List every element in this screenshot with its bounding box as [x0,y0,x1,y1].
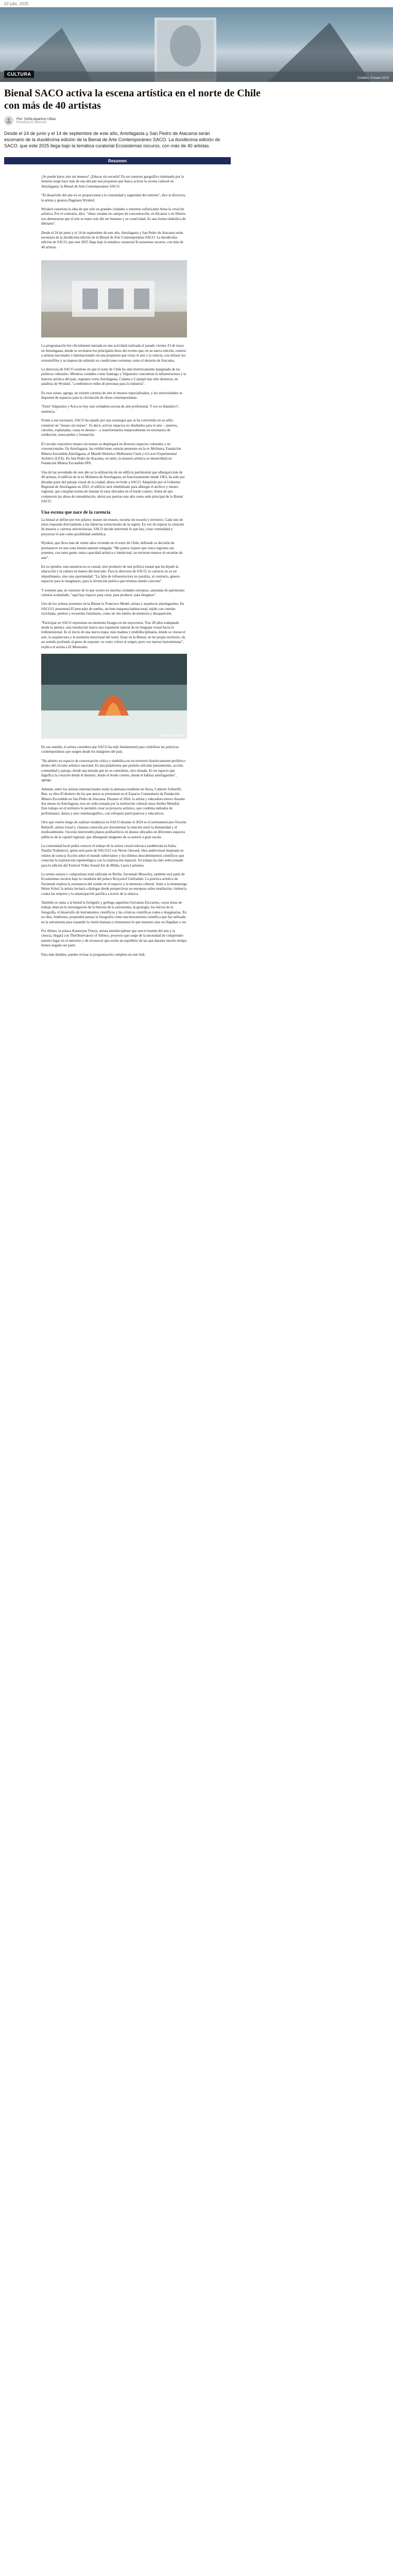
paragraph: En esas zonas, agrega, no existen carreras de arte ni museos especializados, y las universidades se disponen de espacios para la circulación de obras contemporáneas. [41,391,183,400]
paragraph: La directora de SACO sostiene en qué el norte de Chile ha sido históricamente marginado de las políticas culturales. Mientras ciudades como Santiago y Valparaíso concentran la infraestructura y la historia artística del país, regiones como Antofagasta, Calama o Copiapó han sido desiertos, en palabras de Wyskiel, "a embrutecer miles de personas para la industria". [41,367,186,386]
paragraph: Además, entre los artistas internacionales están la alemana residente en Suiza, Catherie Schlaefli; Ben, su obra El desierto de los que ansos se presentará en el Espacio Comunitario de Fundación Minera Escondida en San Pedro de Atacama. Durante el 2024, la artista y educadora estuvo durante dos meses en Antofagasta, tras ser seleccionada por la institución cultural suiza Atelier Mondial. Este trabajo en el territorio le permitió crear su proyecto artístico, que combina métodos de performance, danza y arte cinematográfico, con enfoques participativos y educativos. [41,787,185,816]
author-name[interactable]: Por: Sofía Aparicio Ulloa [16,117,56,121]
article-body-final [41,745,187,957]
paragraph: ¿Se puede hacer arte sin museos? ¿Educar sin escuela? En un contexto geográfico dominado por la minería surge hace más de una década una propuesta que busca activar la escena cultural en Antofagasta: la Bienal de Arte Contemporáneo SACO. [41,175,184,189]
top-bar [0,0,393,7]
hero-illustration [0,7,393,82]
paragraph: "Participar en SACO representa un momento bisagra en mi trayectoria. Tras 28 años trabajando desde la pintura, esta instalación marca una expansión natural de mi lenguaje visual hacia lo tridimensional. Es el inicio de una nueva etapa, más madura y multidisciplinaria, donde se cruzan el arte, la arquitectura y la memoria emocional del norte. Estar en la Bienal, en mi propio territorio, da un sentido profundo al gesto de exponer: es como volver al origen, pero con nuevas herramientas", explica el artista a El Mostrador. [41,620,185,649]
paragraph: "Ha abierto un espacio de conversación crítica y simbólica en un territorio históricamente periférico dentro del circuito artístico nacional. Es una plataforma que permite articular pensamiento, acción, comunidad y paisaje, desde una mirada que no es centralista, sino situada. Es un espacio que dignifica la creación desde el desierto, desde el borde costero, desde el habitar antofagastino", agrega. [41,758,185,783]
paragraph: Uno de los artistas presentes en la Bienal es Francisco Medel, artista y arquitecto antofagastino. En SACO12 presentará El pescador de sueños, un bote-maqueta habitacional, tejido con cuerdas recicladas, piedras y recuerdos familiares, como un rito íntimo de memoria y desaparición. [41,602,184,616]
paragraph: Wyskiel cuestiona la idea de que solo en grandes ciudades o entornos sofisticados brota la creación artística. Por el contrario, dice, "obras creadas en campos de concentración, en Alcatraz o en Siberia nos demuestran que el arte se nutre solo del ser humano y su creatividad. Es una forma simbólica de liberarse". [41,207,186,226]
article-title: Bienal SACO activa la escena artística en el norte de Chile con más de 40 artistas [4,88,261,111]
photo-illustration [41,260,187,337]
paragraph: Por último, la polaca Katarzyna Tretyn, artista interdisciplinar que une el mundo del arte y la ciencia, llegará con TheObservatory of Silence, proyecto que surge de la necesidad de comprender nuestro lugar en el universo y de reconocer que existe un equilibrio de las que durante mucho tiempo hemos negado ser parte. [41,929,187,948]
paragraph: Y sostiene que, al contrario de lo que ocurre en muchas ciudades europeas, saturadas de patrimonio cultural acumulado, "aquí hay espacio para crear, para producir, para imaginar". [41,588,185,597]
paragraph: Frente a ese escenario, SACO ha optado por una estrategia que se ha convertido en su sello: construir un "museo sin museo". Es decir, activar espacios no diseñados para el arte —puertos, cárceles, explanadas, casas en desuso— y transformarlos temporalmente en escenarios de exhibición, intercambio y formación. [41,418,178,437]
paragraph: Para más detalles, puedes revisar la programación completa en este link. [41,952,146,957]
summary-label: Resumen [108,158,127,163]
hero-image [0,7,393,82]
byline [4,116,389,125]
article-body [41,175,187,250]
article-page [0,0,393,957]
paragraph: "El desarrollo del arte no es proporcional a la comunidad y seguridad del entorno", dice la directora, la artista y gestora Dagmara Wyskiel. [41,193,186,202]
user-icon [6,117,12,124]
avatar [4,116,13,125]
photo-credit: Créditos: Pasado 2023 [159,734,185,737]
paragraph: Desde el 24 de junio y el 14 de septiembre de este año, Antofagasta y San Pedro de Atacama serán escenario de la duodécima edición de la Bienal de Arte Contemporáneo SACO. La duodécima edición de SACO, que este 2025 llega bajo la temática curatorial Ecosistemas oscuros, con más de 40 artistas. [41,230,183,249]
article-photo-2 [41,654,187,739]
hero-credit: Créditos: Pasado 2023 [357,77,389,80]
paragraph: En ese sentido, el artista considera que SACO ha sido fundamental para visibilizar las prácticas contemporáneas que surgen desde los márgenes del país. [41,745,179,754]
author-role: Periodista El Mercurio [16,121,47,124]
summary-button[interactable] [4,157,231,164]
paragraph: El circuito expositivo museo sin museo se desplegará en diversos espacios culturales y no convencionales. En Antofagasta, las exhibiciones estarán presentes en la ex Molinera, Fundación Minera Escondida Antofagasta, el Muelle Histórico Melbourne Clark y el Liceo Experimental Artístico (LEA). En San Pedro de Atacama, en tanto, la muestra artística se desarrollará en Fundación Minera Escondida SPA. [41,442,181,466]
paragraph: Otro que vuelve luego de realizar residencia en SACO durante el 2024 es el norteamericano Osceola Refetoff, artista visual y cineasta conocido por documentar la relación entre la humanidad y el medioambiente. Osceola intervendrá planos polifacéticos en desuso ubicados en diferentes espacios públicos de la capital regional, que albergarán imágenes de su autoría a gran escala. [41,820,186,839]
paragraph: Wyskiel, que lleva más de veinte años viviendo en el norte de Chile, defiende su decisión de permanecer en una zona históricamente relegada: "Me parece injusto que cinco regiones sus potentes, con tanta gente, tanta capacidad artística e intelectual, no tuvieran museos ni escuelas de arte". [41,541,183,560]
paragraph: Una de las novedades de este año es la utilización de un edificio patrimonial que albergará más de 40 artistas, el edificio de la ex Molinera de Antofagasta, en funcionamiento desde 1963, ha sido por décadas parte del paisaje visual de la ciudad, ahora revivido a SACO. Adquirido por el Gobierno Regional de Antofagasta en 2022, el edificio será rehabilitado para albergar el archivo y museo regional, que cumplan treinta de instalar el estar ubicados en el borde costero. Antes de que comiencen las obras de remodelación, abrirá sus puertas este año como sede principal de la Bienal SACO. [41,470,185,504]
paragraph: La bienal se define por tres pilares: museo sin museo, escuela sin escuela y territorio. Cada uno de estos responde directamente a las falencias estructurales de la región. En vez de esperar la creación de museos o carreras universitarias, SACO decide intervenir lo que hay, crear comunidad y proyectar el arte como posibilidad simbólica. [41,517,184,536]
paragraph: La artista sonora y compositora inuit radicada en Berlín, Savennah Mossofey, también será parte de Ecosistemas oscuros bajo la curaduría del polaco Krzysztof Gutfrański. La práctica artística de Savennah explora la resonancia del sonido en el espacio y la memoria cultural. Junto a la dramaturga Helen Schol, la artista invitará a dialogar desde perspectivas no-europeas sobre mutilación, violencia contra las mujeres y la emancipación pacífica a través de la música. [41,872,187,896]
paragraph: En su opinión, esta ausencia no es casual, sino producto de una política estatal que ha dejado la educación y la cultura en manos del mercado. Para la directora de SACO, la carencia no es un impedimento, sino una oportunidad: "La falta de infraestructura no paraliza, al contrario, genera espacios para lo imaginario, para la invención poética que termina siendo concreta". [41,564,180,584]
article-photo-1 [41,260,187,337]
paragraph: La comunidad local podrá conocer el trabajo de la artista visual eslovaca establecida en Italia, Natália Trejbalová, quien será parte de SACO12 con Never Onward, obra audiovisual inspirada en relatos de ciencia ficción sobre el mundo subterráneo y los últimos descubrimientos científicos que conectan la exploración espeleológica con la exploración espacial. Su trabajo ha sido seleccionado para la edición del Festival Video Sound Art de Milán, Laura Lamonea. [41,843,184,868]
publish-date: 02 julio, 2025 [4,1,29,6]
photo-illustration [41,654,187,739]
paragraph: La programación fue oficialmente lanzada en una actividad realizada el pasado viernes 23 de mayo en Antofagasta, donde se revelaron los principales hitos del evento que, en su nueva edición, reunirá a artistas nacionales e internacionales en una propuesta que cruza el arte y la ciencia, con énfasis los extremófilos y su manera de subsistir en condiciones extremas como el desierto de Atacama. [41,344,186,363]
article-body-continued [41,344,187,650]
article-lead: Desde el 24 de junio y el 14 de septiembre de este año, Antofagasta y San Pedro de Atacama serán escenario de la duodécima edición de la Bienal de Arte Contemporáneo SACO. La duodécima edición de SACO, que este 2025 llega bajo la temática curatorial Ecosistemas oscuros, con más de 40 artistas. [4,131,220,148]
paragraph: También se suma a la bienal la fotógrafa y geóloga argentina Giovanna Zuccarino, cuyas áreas de trabajo abarcan la investigación de la historia de la astronomía, la geología, los inicios de la fotografía, el desarrollo de instrumentos científicos y las crónicas científicas reales e imaginarias. En su obra, Ambrotos, propondrá pensar la fotografía como una herramienta científica que fue utilizada en la astronomía para expandir la visión humana y mostrarnos lo que nuestros ojos no llegaban a ver. [41,900,187,924]
paragraph: "Entre Valparaíso y Arica no hay una verdadera escena de arte profesional. Y eso es dramático", sentencia. [41,404,180,414]
category-badge[interactable]: CULTURA [4,71,34,78]
section-heading: Una escena que nace de la carencia [41,509,111,515]
